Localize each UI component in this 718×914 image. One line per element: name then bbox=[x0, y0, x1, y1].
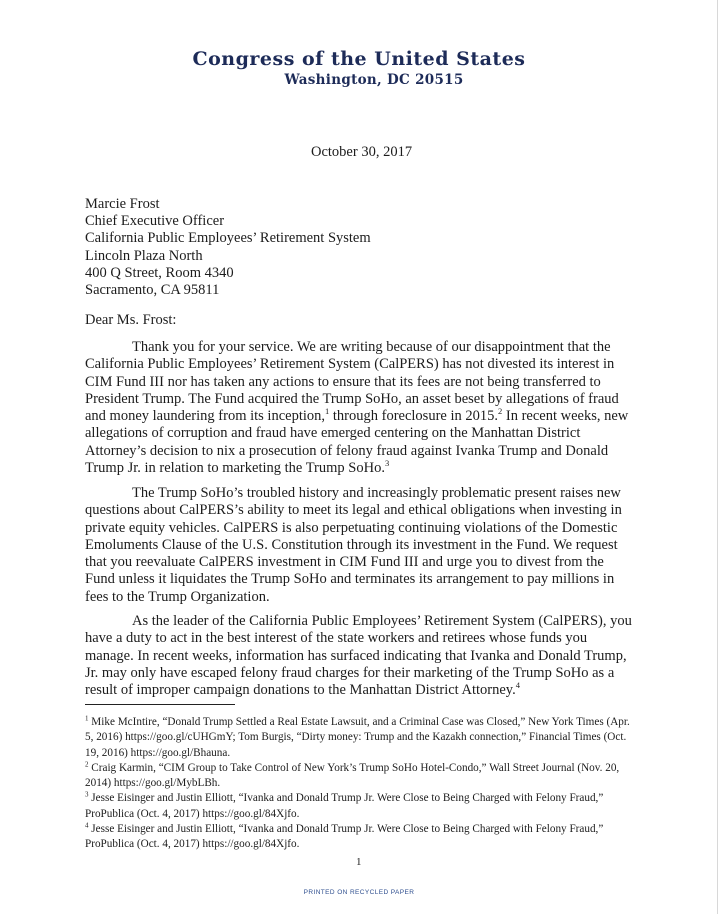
footnote-text: Craig Karmin, “CIM Group to Take Control of New York’s Trump SoHo Hotel-Condo,” Wall Street Journal (Nov. 20, 2014) https://goo.gl/MybLBh. bbox=[85, 761, 620, 790]
letterhead-title: Congress of the United States bbox=[192, 48, 526, 70]
paragraph-1 bbox=[85, 339, 637, 477]
recipient-street: 400 Q Street, Room 4340 bbox=[85, 264, 234, 281]
paragraph-2 bbox=[85, 485, 637, 606]
paragraph-1-text-a: Thank you for your service. We are writing because of our disappointment that the California Public Employees’ Retirement System (CalPERS) has not divested its interest in CIM Fund III nor has taken any actions to ensure that its fees are not being transferred to President Trump. The Fund acquired the Trump SoHo, an asset beset by allegations of fraud and money laundering from its inception, bbox=[85, 339, 619, 425]
recipient-address bbox=[85, 196, 371, 299]
footnotes bbox=[85, 715, 640, 853]
recipient-name: Marcie Frost bbox=[85, 196, 160, 212]
recipient-title: Chief Executive Officer bbox=[85, 213, 225, 230]
letterhead-city: Washington, DC 20515 bbox=[284, 72, 464, 88]
letterhead bbox=[0, 47, 718, 89]
footnote-4 bbox=[85, 822, 640, 853]
footnote-number: 2 bbox=[85, 760, 89, 769]
paragraph-1-text-c: In recent weeks, new allegations of corruption and fraud have emerged centering on the Manhattan District Attorney’s decision to nix a prosecution of felony fraud against Ivanka Trump and Donald Trump Jr. in relation to marketing the Trump SoHo. bbox=[85, 408, 629, 477]
footnote-text: Jesse Eisinger and Justin Elliott, “Ivanka and Donald Trump Jr. Were Close to Being Charged with Felony Fraud,” ProPublica (Oct. 4, 2017) https://goo.gl/84Xjfo. bbox=[85, 823, 604, 851]
footnote-ref-1: 1 bbox=[325, 406, 330, 417]
salutation: Dear Ms. Frost: bbox=[85, 312, 177, 328]
paragraph-2-text: The Trump SoHo’s troubled history and increasingly problematic present raises new questions about CalPERS’s ability to meet its legal and ethical obligations when investing in private equity vehicles. CalPERS is also perpetuating continuing violations of the Domestic Emoluments Clause of the U.S. Constitution through its investment in the Fund. We request that you reevaluate CalPERS investment in CIM Fund III and urge you to divest from the Fund unless it liquidates the Trump SoHo and terminates its arrangement to pay millions in fees to the Trump Organization. bbox=[85, 485, 622, 605]
footnote-ref-4: 4 bbox=[515, 680, 520, 691]
footnote-divider bbox=[85, 704, 235, 705]
page-number: 1 bbox=[356, 856, 362, 868]
recipient-building: Lincoln Plaza North bbox=[85, 247, 203, 264]
footnote-text: Jesse Eisinger and Justin Elliott, “Ivanka and Donald Trump Jr. Were Close to Being Charged with Felony Fraud,” ProPublica (Oct. 4, 2017) https://goo.gl/84Xjfo. bbox=[85, 792, 604, 820]
footnote-3 bbox=[85, 791, 640, 822]
footnote-number: 3 bbox=[85, 790, 89, 799]
paragraph-1-text-b: through foreclosure in 2015. bbox=[329, 408, 498, 425]
footnote-text: Mike McIntire, “Donald Trump Settled a Real Estate Lawsuit, and a Criminal Case was Closed,” New York Times (Apr. 5, 2016) https://goo.gl/cUHGmY; Tom Burgis, “Dirty money: Trump and the Kazakh connection,” Financial Times (Oct. 19, 2016) https://goo.gl/Bhauna. bbox=[85, 716, 630, 759]
recycled-paper-notice: PRINTED ON RECYCLED PAPER bbox=[303, 889, 415, 896]
footnote-ref-2: 2 bbox=[498, 406, 503, 417]
footnote-number: 4 bbox=[85, 821, 89, 830]
paragraph-3 bbox=[85, 613, 637, 699]
recipient-organization: California Public Employees’ Retirement System bbox=[85, 230, 371, 247]
footnote-ref-3: 3 bbox=[384, 458, 390, 469]
recipient-city: Sacramento, CA 95811 bbox=[85, 282, 220, 299]
footnote-number: 1 bbox=[85, 714, 89, 723]
footnote-2 bbox=[85, 761, 640, 792]
paragraph-3-text: As the leader of the California Public Employees’ Retirement System (CalPERS), you have a duty to act in the best interest of the state workers and retirees whose funds you manage. In recent weeks, information has surfaced indicating that Ivanka and Donald Trump, Jr. may only have escaped felony fraud charges for their marketing of the Trump SoHo as a result of improper campaign donations to the Manhattan District Attorney. bbox=[85, 613, 632, 699]
letter-date: October 30, 2017 bbox=[311, 144, 413, 160]
footnote-1 bbox=[85, 715, 640, 761]
